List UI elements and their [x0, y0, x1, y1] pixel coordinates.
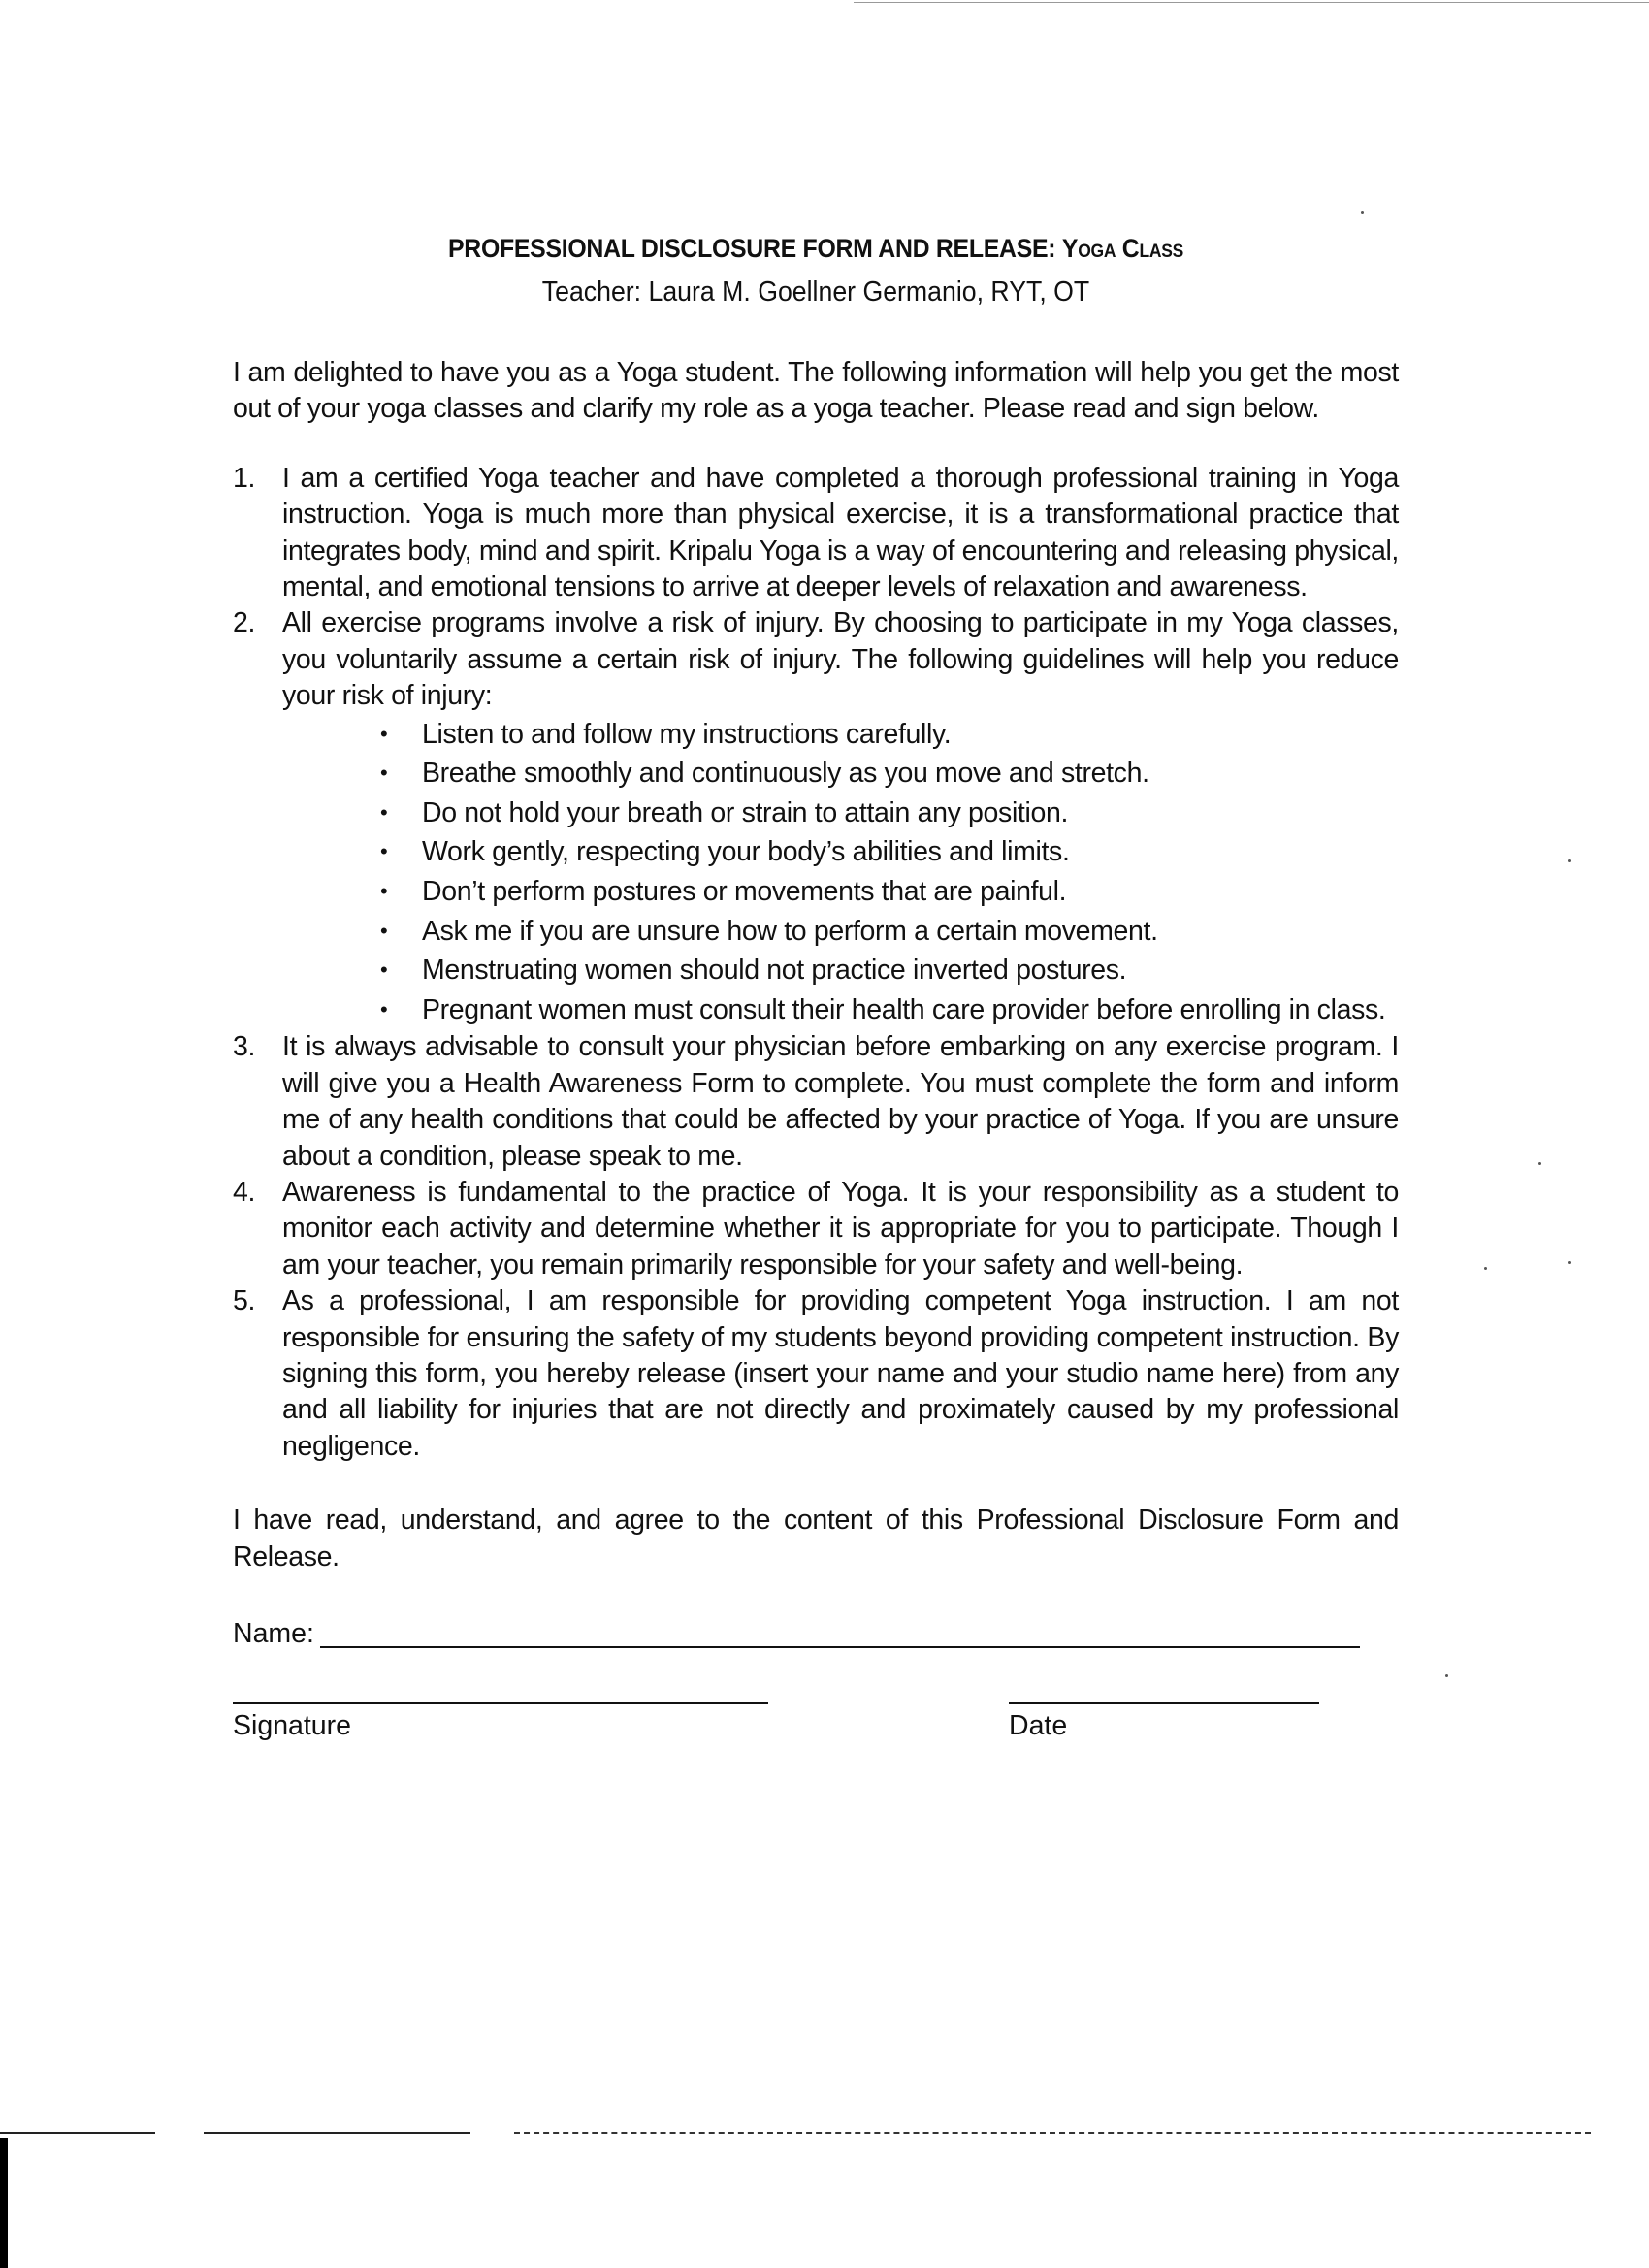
- bullet-text: Breathe smoothly and continuously as you move and stretch.: [422, 758, 1149, 790]
- form-title-tail: Yoga Class: [1061, 234, 1183, 263]
- list-item: [380, 872, 1399, 912]
- list-item: [380, 990, 1399, 1030]
- item-number: 3.: [233, 1031, 256, 1063]
- signature-label: Signature: [233, 1710, 352, 1742]
- item-number: 2.: [233, 607, 256, 639]
- name-field-row: [233, 1616, 1399, 1652]
- date-block: [1009, 1695, 1319, 1744]
- scan-speck: [1538, 1162, 1541, 1165]
- list-item: [380, 715, 1399, 755]
- form-title: [279, 229, 1352, 268]
- list-item: [380, 951, 1399, 990]
- bullet-icon: •: [380, 799, 388, 825]
- list-item: [233, 605, 1399, 714]
- scan-bottom-rule: [204, 2132, 470, 2134]
- date-label: Date: [1009, 1710, 1068, 1742]
- item-text: As a professional, I am responsible for providing competent Yoga instruction. I am not responsible for ensuring the safety of my students beyond providing competent instruction. By signing this form, you hereby release (insert your name and your studio name here) from any and all liability for injuries that are not directly and proximately caused by my professional negligence.: [282, 1285, 1399, 1462]
- intro-paragraph: I am delighted to have you as a Yoga student. The following information will help you get the most out of your yoga classes and clarify my role as a yoga teacher. Please read and sign below.: [233, 357, 1399, 425]
- bullet-icon: •: [380, 918, 388, 943]
- scan-speck: [1568, 1261, 1571, 1264]
- bullet-icon: •: [380, 996, 388, 1021]
- scan-left-bar: [0, 2138, 8, 2268]
- scan-bottom-rule: [0, 2132, 155, 2134]
- item-number: 1.: [233, 462, 256, 494]
- item-text: All exercise programs involve a risk of injury. By choosing to participate in my Yoga classes, you voluntarily assume a certain risk of injury. The following guidelines will help you reduce your risk of injury:: [282, 607, 1399, 712]
- numbered-list: [233, 461, 1399, 1465]
- signature-field[interactable]: [233, 1695, 768, 1704]
- bullet-text: Ask me if you are unsure how to perform a certain movement.: [422, 915, 1158, 947]
- scan-top-edge: [854, 2, 1649, 3]
- name-label: Name:: [233, 1618, 314, 1650]
- item-number: 5.: [233, 1285, 256, 1317]
- signature-date-row: [233, 1695, 1399, 1772]
- bullet-icon: •: [380, 721, 388, 746]
- item-text: I am a certified Yoga teacher and have completed a thorough professional training in Yoga instruction. Yoga is much more than physical exercise, it is a transformational practice that integrates body, mind and spirit. Kripalu Yoga is a way of encountering and releasing physical, mental, and emotional tensions to arrive at deeper levels of relaxation and awareness.: [282, 462, 1399, 603]
- scan-speck: [1445, 1674, 1448, 1677]
- bullet-icon: •: [380, 761, 388, 786]
- bullet-text: Don’t perform postures or movements that are painful.: [422, 876, 1067, 908]
- bullet-list-container: [233, 715, 1399, 1030]
- list-item: [233, 1029, 1399, 1175]
- list-item: [233, 461, 1399, 606]
- item-text: It is always advisable to consult your physician before embarking on any exercise program. I will give you a Health Awareness Form to complete. You must complete the form and inform me of any health conditions that could be affected by your practice of Yoga. If you are unsure about a condition, please speak to me.: [282, 1031, 1399, 1172]
- injury-guidelines-list: [233, 715, 1399, 1030]
- signature-block: [233, 1695, 768, 1744]
- scan-bottom-rule: [514, 2132, 1591, 2134]
- scan-speck: [1361, 211, 1364, 214]
- list-item: [233, 1175, 1399, 1283]
- bullet-text: Pregnant women must consult their health care provider before enrolling in class.: [422, 993, 1386, 1025]
- list-item: [233, 1283, 1399, 1465]
- teacher-line: Teacher: Laura M. Goellner Germanio, RYT, OT: [541, 276, 1090, 308]
- bullet-text: Work gently, respecting your body’s abilities and limits.: [422, 836, 1070, 868]
- form-content: [233, 229, 1399, 1772]
- bullet-icon: •: [380, 839, 388, 864]
- bullet-icon: •: [380, 957, 388, 983]
- scan-speck: [1484, 1267, 1487, 1270]
- item-number: 4.: [233, 1177, 256, 1209]
- bullet-text: Menstruating women should not practice inverted postures.: [422, 955, 1127, 987]
- list-item: [380, 754, 1399, 794]
- bullet-text: Do not hold your breath or strain to attain any position.: [422, 796, 1069, 828]
- scan-speck: [1568, 859, 1571, 862]
- bullet-text: Listen to and follow my instructions carefully.: [422, 718, 952, 750]
- bullet-icon: •: [380, 879, 388, 904]
- date-field[interactable]: [1009, 1695, 1319, 1704]
- list-item: [380, 832, 1399, 872]
- name-field[interactable]: [320, 1617, 1360, 1648]
- form-title-main: PROFESSIONAL DISCLOSURE FORM AND RELEASE:: [447, 234, 1056, 263]
- list-item: [380, 912, 1399, 952]
- item-text: Awareness is fundamental to the practice of Yoga. It is your responsibility as a student to monitor each activity and determine whether it is appropriate for you to participate. Though I am your teacher, you remain primarily responsible for your safety and well-being.: [282, 1177, 1399, 1280]
- agreement-statement: I have read, understand, and agree to the content of this Professional Disclosure Form and Release.: [233, 1505, 1399, 1572]
- list-item: [380, 794, 1399, 833]
